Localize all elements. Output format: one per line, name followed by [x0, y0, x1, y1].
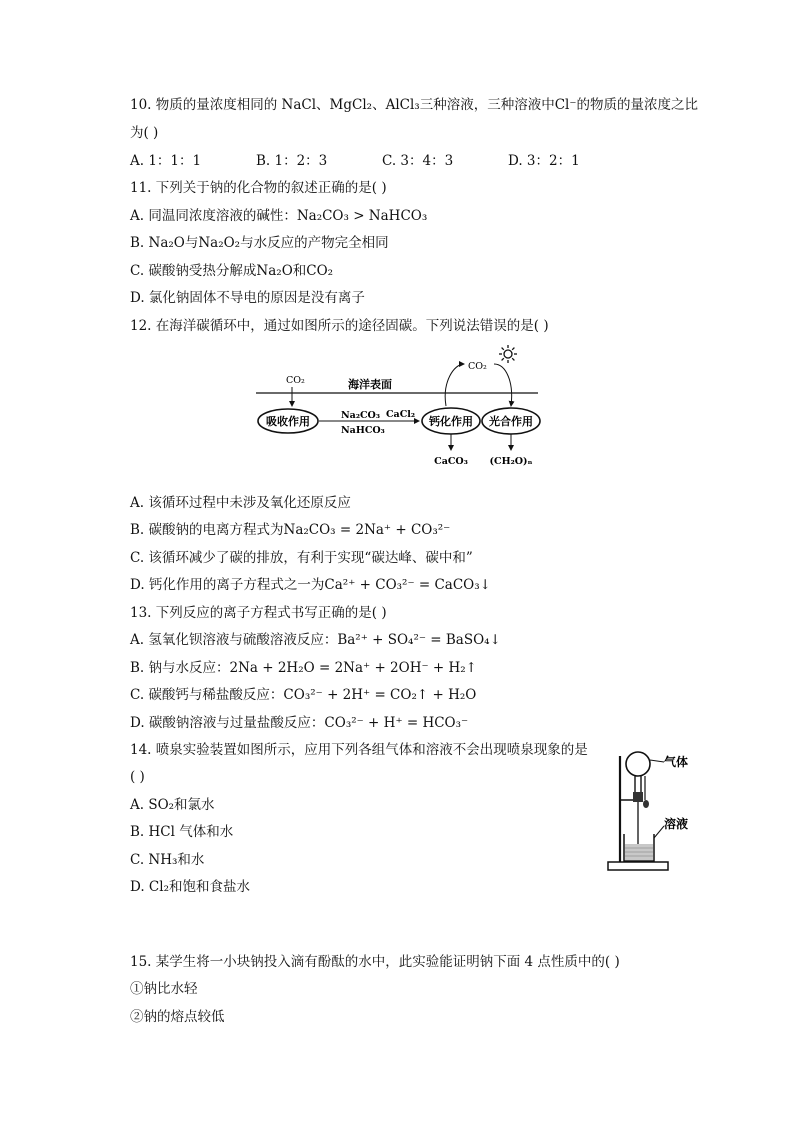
- q10-option-a: A. 1：1：1: [130, 153, 202, 169]
- q12-option-b: B. 碳酸钠的电离方程式为Na₂CO₃ = 2Na⁺ + CO₃²⁻: [130, 522, 451, 538]
- q11-stem: 11. 下列关于钠的化合物的叙述正确的是( ): [130, 180, 387, 196]
- gas-label: 气体: [664, 755, 689, 769]
- q14-stem: 14. 喷泉实验装置如图所示，应用下列各组气体和溶液不会出现喷泉现象的是: [130, 742, 588, 758]
- q15-item-1: ①钠比水轻: [130, 981, 198, 997]
- fountain-apparatus-figure: [606, 748, 716, 874]
- q10-option-d: D. 3：2：1: [508, 153, 580, 169]
- cacl2-label: CaCl₂: [386, 409, 416, 420]
- q15-stem: 15. 某学生将一小块钠投入滴有酚酞的水中，此实验能证明钠下面 4 点性质中的( ): [130, 954, 620, 970]
- q12-option-d: D. 钙化作用的离子方程式之一为Ca²⁺ + CO₃²⁻ = CaCO₃↓: [130, 577, 491, 593]
- q10-option-c: C. 3：4：3: [382, 153, 454, 169]
- absorb-label: 吸收作用: [266, 415, 310, 428]
- q14-option-d: D. Cl₂和饱和食盐水: [130, 879, 250, 895]
- q14-paren: ( ): [130, 769, 145, 785]
- q11-option-b: B. Na₂O与Na₂O₂与水反应的产物完全相同: [130, 235, 389, 251]
- q13-option-c: C. 碳酸钙与稀盐酸反应：CO₃²⁻ + 2H⁺ = CO₂↑ + H₂O: [130, 687, 477, 703]
- co2-left-label: CO₂: [286, 375, 305, 386]
- calcify-label: 钙化作用: [429, 415, 473, 428]
- carbon-cycle-figure: [248, 342, 548, 470]
- q13-option-a: A. 氢氧化钡溶液与硫酸溶液反应：Ba²⁺ + SO₄²⁻ = BaSO₄↓: [130, 632, 501, 648]
- caco3-label: CaCO₃: [434, 456, 468, 467]
- co2-top-label: CO₂: [468, 361, 487, 372]
- ch2o-label: (CH₂O)ₙ: [489, 456, 533, 467]
- photo-label: 光合作用: [489, 415, 533, 428]
- q10-option-b: B. 1：2：3: [256, 153, 328, 169]
- q13-option-d: D. 碳酸钠溶液与过量盐酸反应：CO₃²⁻ + H⁺ = HCO₃⁻: [130, 715, 469, 731]
- q12-option-a: A. 该循环过程中未涉及氧化还原反应: [130, 495, 351, 511]
- q12-stem: 12. 在海洋碳循环中，通过如图所示的途径固碳。下列说法错误的是( ): [130, 318, 549, 334]
- q14-option-a: A. SO₂和氯水: [130, 797, 215, 813]
- na2co3-label: Na₂CO₃: [341, 410, 380, 421]
- sun-icon: [499, 345, 517, 363]
- q13-stem: 13. 下列反应的离子方程式书写正确的是( ): [130, 605, 387, 621]
- q13-option-b: B. 钠与水反应：2Na + 2H₂O = 2Na⁺ + 2OH⁻ + H₂↑: [130, 660, 477, 676]
- surface-label: 海洋表面: [348, 378, 392, 391]
- q11-option-d: D. 氯化钠固体不导电的原因是没有离子: [130, 290, 365, 306]
- solution-label: 溶液: [664, 817, 689, 831]
- q10-stem: 10. 物质的量浓度相同的 NaCl、MgCl₂、AlCl₃三种溶液，三种溶液中Cl⁻的物质的量浓度之比: [130, 97, 698, 113]
- q12-option-c: C. 该循环减少了碳的排放，有利于实现“碳达峰、碳中和”: [130, 550, 473, 566]
- q14-option-b: B. HCl 气体和水: [130, 824, 234, 840]
- nahco3-label: NaHCO₃: [341, 425, 385, 436]
- q11-option-c: C. 碳酸钠受热分解成Na₂O和CO₂: [130, 263, 334, 279]
- q15-item-2: ②钠的熔点较低: [130, 1009, 225, 1025]
- q10-stem-cont: 为( ): [130, 125, 159, 141]
- q11-option-a: A. 同温同浓度溶液的碱性：Na₂CO₃ > NaHCO₃: [130, 208, 428, 224]
- q14-option-c: C. NH₃和水: [130, 852, 205, 868]
